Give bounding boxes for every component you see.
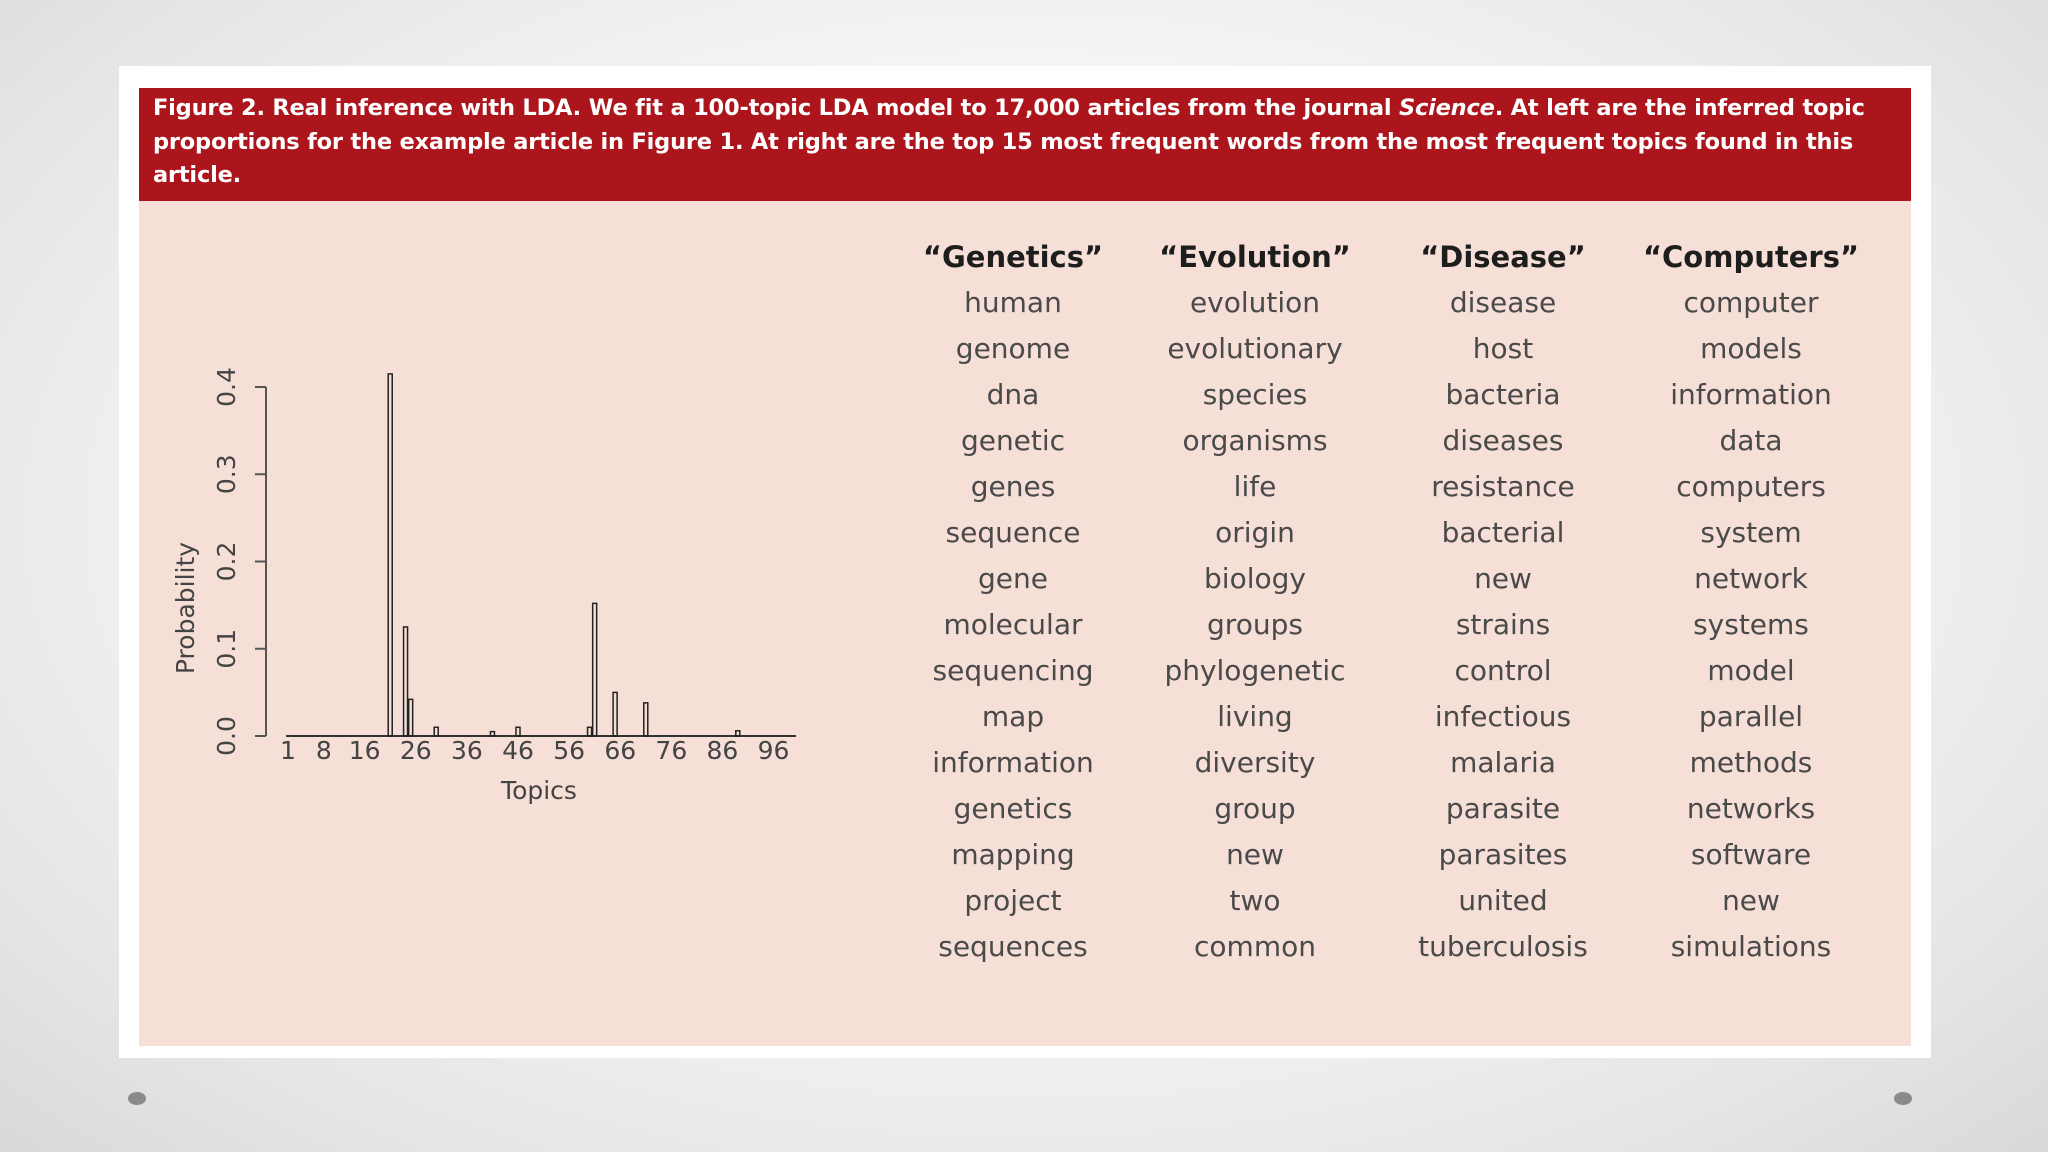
x-tick-label: 36 (450, 736, 483, 765)
x-tick-label: 76 (655, 736, 688, 765)
topic-word: information (1670, 378, 1832, 411)
topic-title: “Disease” (1420, 240, 1586, 274)
x-tick-label: 96 (757, 736, 790, 765)
topic-column-computers (1621, 234, 1881, 970)
topic-word: tuberculosis (1418, 930, 1588, 963)
topic-word: parallel (1698, 700, 1804, 733)
topic-word: life (1233, 470, 1277, 503)
topic-word: genetics (953, 792, 1073, 825)
caption-text-part-1: Figure 2. Real inference with LDA. We fit a 100-topic LDA model to 17,000 articles from the journal (153, 95, 1399, 121)
topic-word: project (964, 884, 1062, 917)
topic-word: united (1458, 884, 1548, 917)
bar-series (388, 374, 740, 736)
topic-title: “Genetics” (922, 240, 1104, 274)
topic-word: new (1722, 884, 1780, 917)
topic-word: model (1707, 654, 1795, 687)
topic-word-list (1125, 280, 1385, 970)
topic-word: software (1690, 838, 1812, 871)
bar-topic-30 (434, 727, 438, 736)
topic-word: diversity (1194, 746, 1316, 779)
x-tick-label: 16 (348, 736, 381, 765)
y-tick-label: 0.3 (212, 454, 241, 495)
caption-journal-name: Science (1398, 95, 1495, 121)
topic-word: common (1194, 930, 1316, 963)
topic-column-genetics (883, 234, 1143, 970)
topic-word: new (1474, 562, 1532, 595)
topic-word: simulations (1670, 930, 1832, 963)
topic-proportion-chart (139, 201, 839, 1046)
topic-word: resistance (1431, 470, 1575, 503)
caption-text-part-2: . At left are the inferred topic proportions for the example article in Figure 1. At right are the top 15 most frequent words from the most frequent topics found in this article. (153, 95, 1865, 188)
topic-word: computers (1676, 470, 1826, 503)
topic-word: malaria (1450, 746, 1556, 779)
x-tick-label: 1 (280, 736, 296, 765)
topic-word: gene (978, 562, 1048, 595)
topic-word: parasite (1445, 792, 1561, 825)
topic-word: mapping (951, 838, 1075, 871)
topic-word: dna (986, 378, 1040, 411)
figure-caption (153, 92, 1873, 193)
topic-word: systems (1693, 608, 1809, 641)
topic-word: bacterial (1441, 516, 1565, 549)
topic-word: organisms (1182, 424, 1328, 457)
figure-panel (139, 88, 1911, 1046)
topic-word: system (1700, 516, 1802, 549)
topic-word: human (964, 286, 1062, 319)
bar-topic-25 (409, 699, 413, 736)
bar-topic-46 (516, 727, 520, 736)
bar-topic-71 (644, 703, 648, 736)
topic-word: living (1217, 700, 1293, 733)
y-axis-label: Probability (171, 541, 200, 675)
topic-word: sequencing (932, 654, 1094, 687)
x-tick-label: 66 (604, 736, 637, 765)
topic-word: new (1226, 838, 1284, 871)
topic-word: genes (970, 470, 1056, 503)
topic-word: strains (1455, 608, 1551, 641)
topic-word: host (1472, 332, 1534, 365)
topic-word: sequence (945, 516, 1081, 549)
slide-nav-dot-right[interactable] (1894, 1092, 1912, 1105)
topic-word: molecular (943, 608, 1083, 641)
topic-word: parasites (1438, 838, 1568, 871)
bar-topic-60 (588, 727, 592, 736)
x-tick-label: 8 (315, 736, 332, 765)
topic-word: control (1454, 654, 1552, 687)
topic-word-list (883, 280, 1143, 970)
slide-nav-dot-left[interactable] (128, 1092, 146, 1105)
y-tick-label: 0.1 (212, 628, 241, 669)
topic-word: disease (1449, 286, 1557, 319)
topic-word: map (981, 700, 1045, 733)
topic-word: origin (1215, 516, 1295, 549)
x-tick-label: 46 (502, 736, 534, 765)
y-axis (212, 367, 266, 756)
topic-word: computer (1683, 286, 1819, 319)
topic-word: biology (1204, 562, 1306, 595)
topic-word: phylogenetic (1164, 654, 1346, 687)
topic-word: methods (1689, 746, 1813, 779)
topic-word: bacteria (1445, 378, 1561, 411)
topic-word: groups (1207, 608, 1303, 641)
topic-word: infectious (1434, 700, 1572, 733)
bar-topic-41 (490, 732, 494, 736)
topic-word: evolution (1189, 286, 1321, 319)
x-tick-label: 56 (553, 736, 586, 765)
bar-topic-24 (404, 627, 408, 736)
topic-word: genetic (960, 424, 1066, 457)
topic-word: data (1719, 424, 1783, 457)
x-tick-label: 26 (399, 736, 432, 765)
topic-word: networks (1686, 792, 1816, 825)
topic-word: information (932, 746, 1094, 779)
topic-word: group (1214, 792, 1296, 825)
topic-word: genome (955, 332, 1071, 365)
y-tick-label: 0.4 (212, 367, 241, 407)
topic-column-evolution (1125, 234, 1385, 970)
topic-word: evolutionary (1167, 332, 1343, 365)
y-tick-label: 0.2 (212, 541, 241, 582)
topic-word: sequences (938, 930, 1088, 963)
topic-word-list (1373, 280, 1633, 970)
topic-word-list (1621, 280, 1881, 970)
x-tick-label: 86 (706, 736, 739, 765)
topic-word: network (1694, 562, 1808, 595)
topic-column-disease (1373, 234, 1633, 970)
topic-word: models (1700, 332, 1802, 365)
topic-word: two (1229, 884, 1281, 917)
y-tick-label: 0.0 (212, 716, 241, 756)
topic-word: diseases (1442, 424, 1564, 457)
topic-title: “Evolution” (1159, 240, 1351, 274)
topic-title: “Computers” (1642, 240, 1860, 274)
bar-topic-65 (613, 692, 617, 736)
topic-word: species (1202, 378, 1308, 411)
x-axis (280, 736, 796, 765)
x-axis-label: Topics (501, 776, 577, 805)
bar-topic-61 (593, 603, 597, 736)
bar-topic-21 (388, 374, 392, 736)
figure-caption-bar (139, 88, 1911, 201)
